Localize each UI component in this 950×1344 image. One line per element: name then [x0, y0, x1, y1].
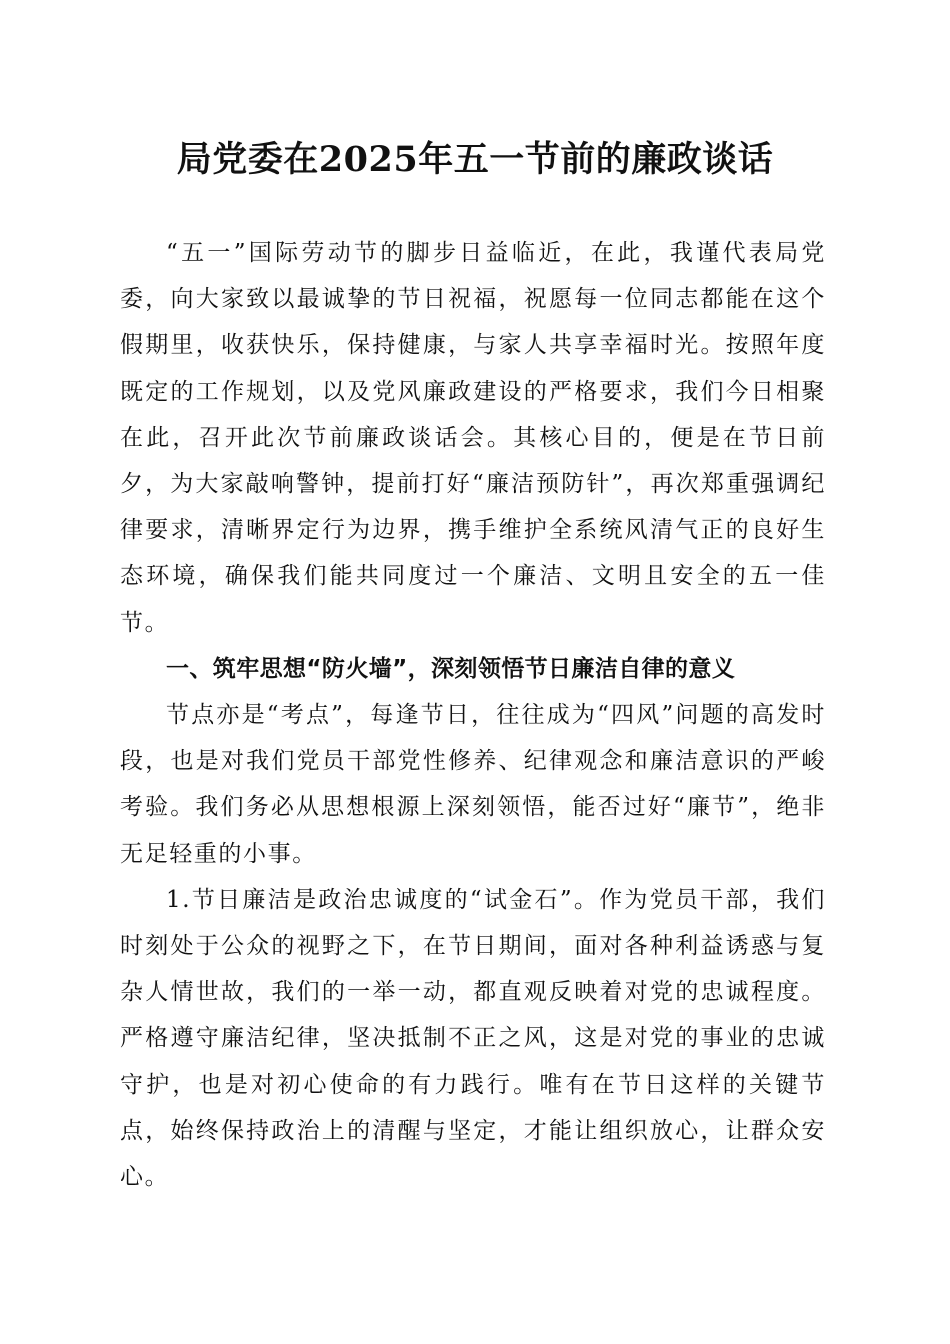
- document-body: [120, 230, 826, 1200]
- section-1-paragraph: 节点亦是“考点”，每逢节日，往往成为“四风”问题的高发时段，也是对我们党员干部党性修养、纪律观念和廉洁意识的严峻考验。我们务必从思想根源上深刻领悟，能否过好“廉节”，绝非无足轻重的小事。: [120, 702, 826, 867]
- section-heading-1: 一、筑牢思想“防火墙”，深刻领悟节日廉洁自律的意义: [166, 655, 736, 682]
- document-title: 局党委在2025年五一节前的廉政谈话: [176, 139, 774, 180]
- intro-paragraph: “五一”国际劳动节的脚步日益临近，在此，我谨代表局党委，向大家致以最诚挚的节日祝福，祝愿每一位同志都能在这个假期里，收获快乐，保持健康，与家人共享幸福时光。按照年度既定的工作规划，以及党风廉政建设的严格要求，我们今日相聚在此，召开此次节前廉政谈话会。其核心目的，便是在节日前夕，为大家敲响警钟，提前打好“廉洁预防针”，再次郑重强调纪律要求，清晰界定行为边界，携手维护全系统风清气正的良好生态环境，确保我们能共同度过一个廉洁、文明且安全的五一佳节。: [120, 240, 826, 636]
- point-1-paragraph: 1.节日廉洁是政治忠诚度的“试金石”。作为党员干部，我们时刻处于公众的视野之下，在节日期间，面对各种利益诱惑与复杂人情世故，我们的一举一动，都直观反映着对党的忠诚程度。严格遵守廉洁纪律，坚决抵制不正之风，这是对党的事业的忠诚守护，也是对初心使命的有力践行。唯有在节日这样的关键节点，始终保持政治上的清醒与坚定，才能让组织放心，让群众安心。: [120, 886, 826, 1191]
